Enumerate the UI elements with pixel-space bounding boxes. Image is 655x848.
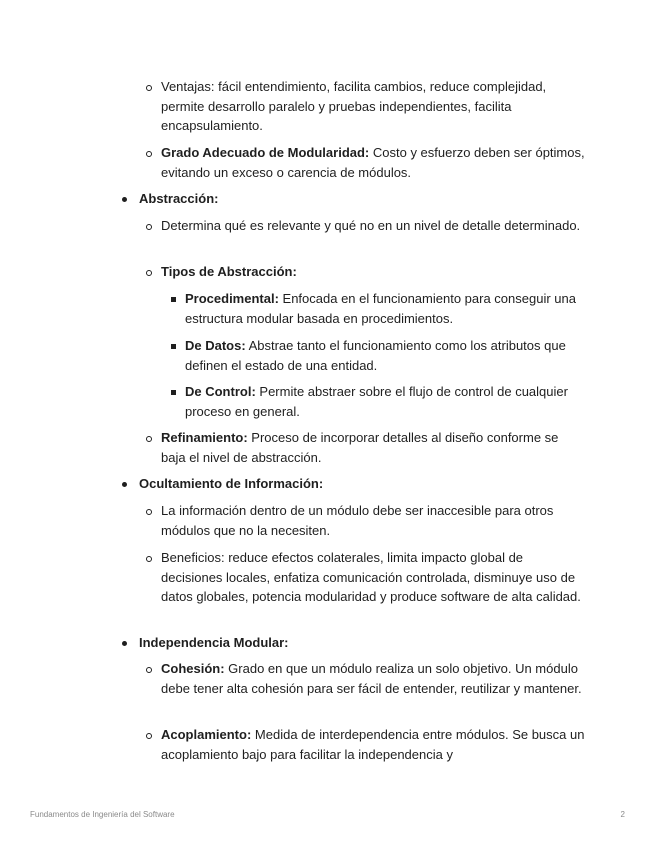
- item-text: Abstrae tanto el funcionamiento como los atributos que definen el estado de una entidad.: [185, 338, 566, 373]
- item-text: Grado en que un módulo realiza un solo objetivo. Un módulo debe tener alta cohesión para ser fácil de entender, reutilizar y mantener.: [161, 661, 582, 696]
- list-item: [161, 428, 586, 467]
- item-label: Acoplamiento:: [161, 727, 252, 742]
- item-label: Ocultamiento de Información:: [139, 476, 324, 491]
- bullet-circle-icon: [146, 733, 152, 739]
- list-item: [139, 474, 599, 494]
- list-item: [161, 548, 586, 607]
- footer-title: Fundamentos de Ingeniería del Software: [30, 810, 175, 819]
- bullet-circle-icon: [146, 224, 152, 230]
- bullet-square-icon: [171, 344, 176, 349]
- list-item: [161, 725, 586, 764]
- bullet-dot-icon: [122, 482, 127, 487]
- bullet-circle-icon: [146, 85, 152, 91]
- list-item: [139, 189, 599, 209]
- bullet-dot-icon: [122, 197, 127, 202]
- list-item: [185, 336, 585, 375]
- bullet-circle-icon: [146, 151, 152, 157]
- item-label: Abstracción:: [139, 191, 219, 206]
- list-item: [161, 77, 586, 136]
- item-text: Permite abstraer sobre el flujo de control de cualquier proceso en general.: [185, 384, 568, 419]
- list-item: [161, 262, 586, 282]
- bullet-circle-icon: [146, 270, 152, 276]
- item-text: Proceso de incorporar detalles al diseño conforme se baja el nivel de abstracción.: [161, 430, 559, 465]
- item-text: Costo y esfuerzo deben ser óptimos, evitando un exceso o carencia de módulos.: [161, 145, 585, 180]
- page-number: 2: [620, 810, 625, 819]
- item-text: Beneficios: reduce efectos colaterales, limita impacto global de decisiones locales, enfatiza comunicación controlada, disminuye uso de datos globales, potencia modularidad y produce software de alta calidad.: [161, 550, 581, 604]
- bullet-circle-icon: [146, 667, 152, 673]
- item-text: Enfocada en el funcionamiento para conseguir una estructura modular basada en procedimientos.: [185, 291, 576, 326]
- item-text: Determina qué es relevante y qué no en un nivel de detalle determinado.: [161, 218, 581, 233]
- list-item: [185, 382, 585, 421]
- list-item: [185, 289, 585, 328]
- list-item: [161, 659, 586, 698]
- item-label: Cohesión:: [161, 661, 225, 676]
- item-label: Refinamiento:: [161, 430, 248, 445]
- bullet-circle-icon: [146, 509, 152, 515]
- item-label: De Datos:: [185, 338, 246, 353]
- item-text: La información dentro de un módulo debe ser inaccesible para otros módulos que no la necesiten.: [161, 503, 554, 538]
- item-label: Tipos de Abstracción:: [161, 264, 297, 279]
- bullet-square-icon: [171, 297, 176, 302]
- item-label: De Control:: [185, 384, 256, 399]
- bullet-circle-icon: [146, 556, 152, 562]
- bullet-circle-icon: [146, 436, 152, 442]
- item-label: Independencia Modular:: [139, 635, 289, 650]
- list-item: [161, 143, 586, 182]
- item-label: Procedimental:: [185, 291, 279, 306]
- bullet-dot-icon: [122, 641, 127, 646]
- item-label: Grado Adecuado de Modularidad:: [161, 145, 370, 160]
- list-item: [161, 501, 586, 540]
- item-text: Ventajas: fácil entendimiento, facilita cambios, reduce complejidad, permite desarrollo paralelo y pruebas independientes, facilita encapsulamiento.: [161, 79, 547, 133]
- bullet-square-icon: [171, 390, 176, 395]
- list-item: [139, 633, 599, 653]
- item-text: Medida de interdependencia entre módulos. Se busca un acoplamiento bajo para facilitar la independencia y: [161, 727, 585, 762]
- list-item: [161, 216, 586, 236]
